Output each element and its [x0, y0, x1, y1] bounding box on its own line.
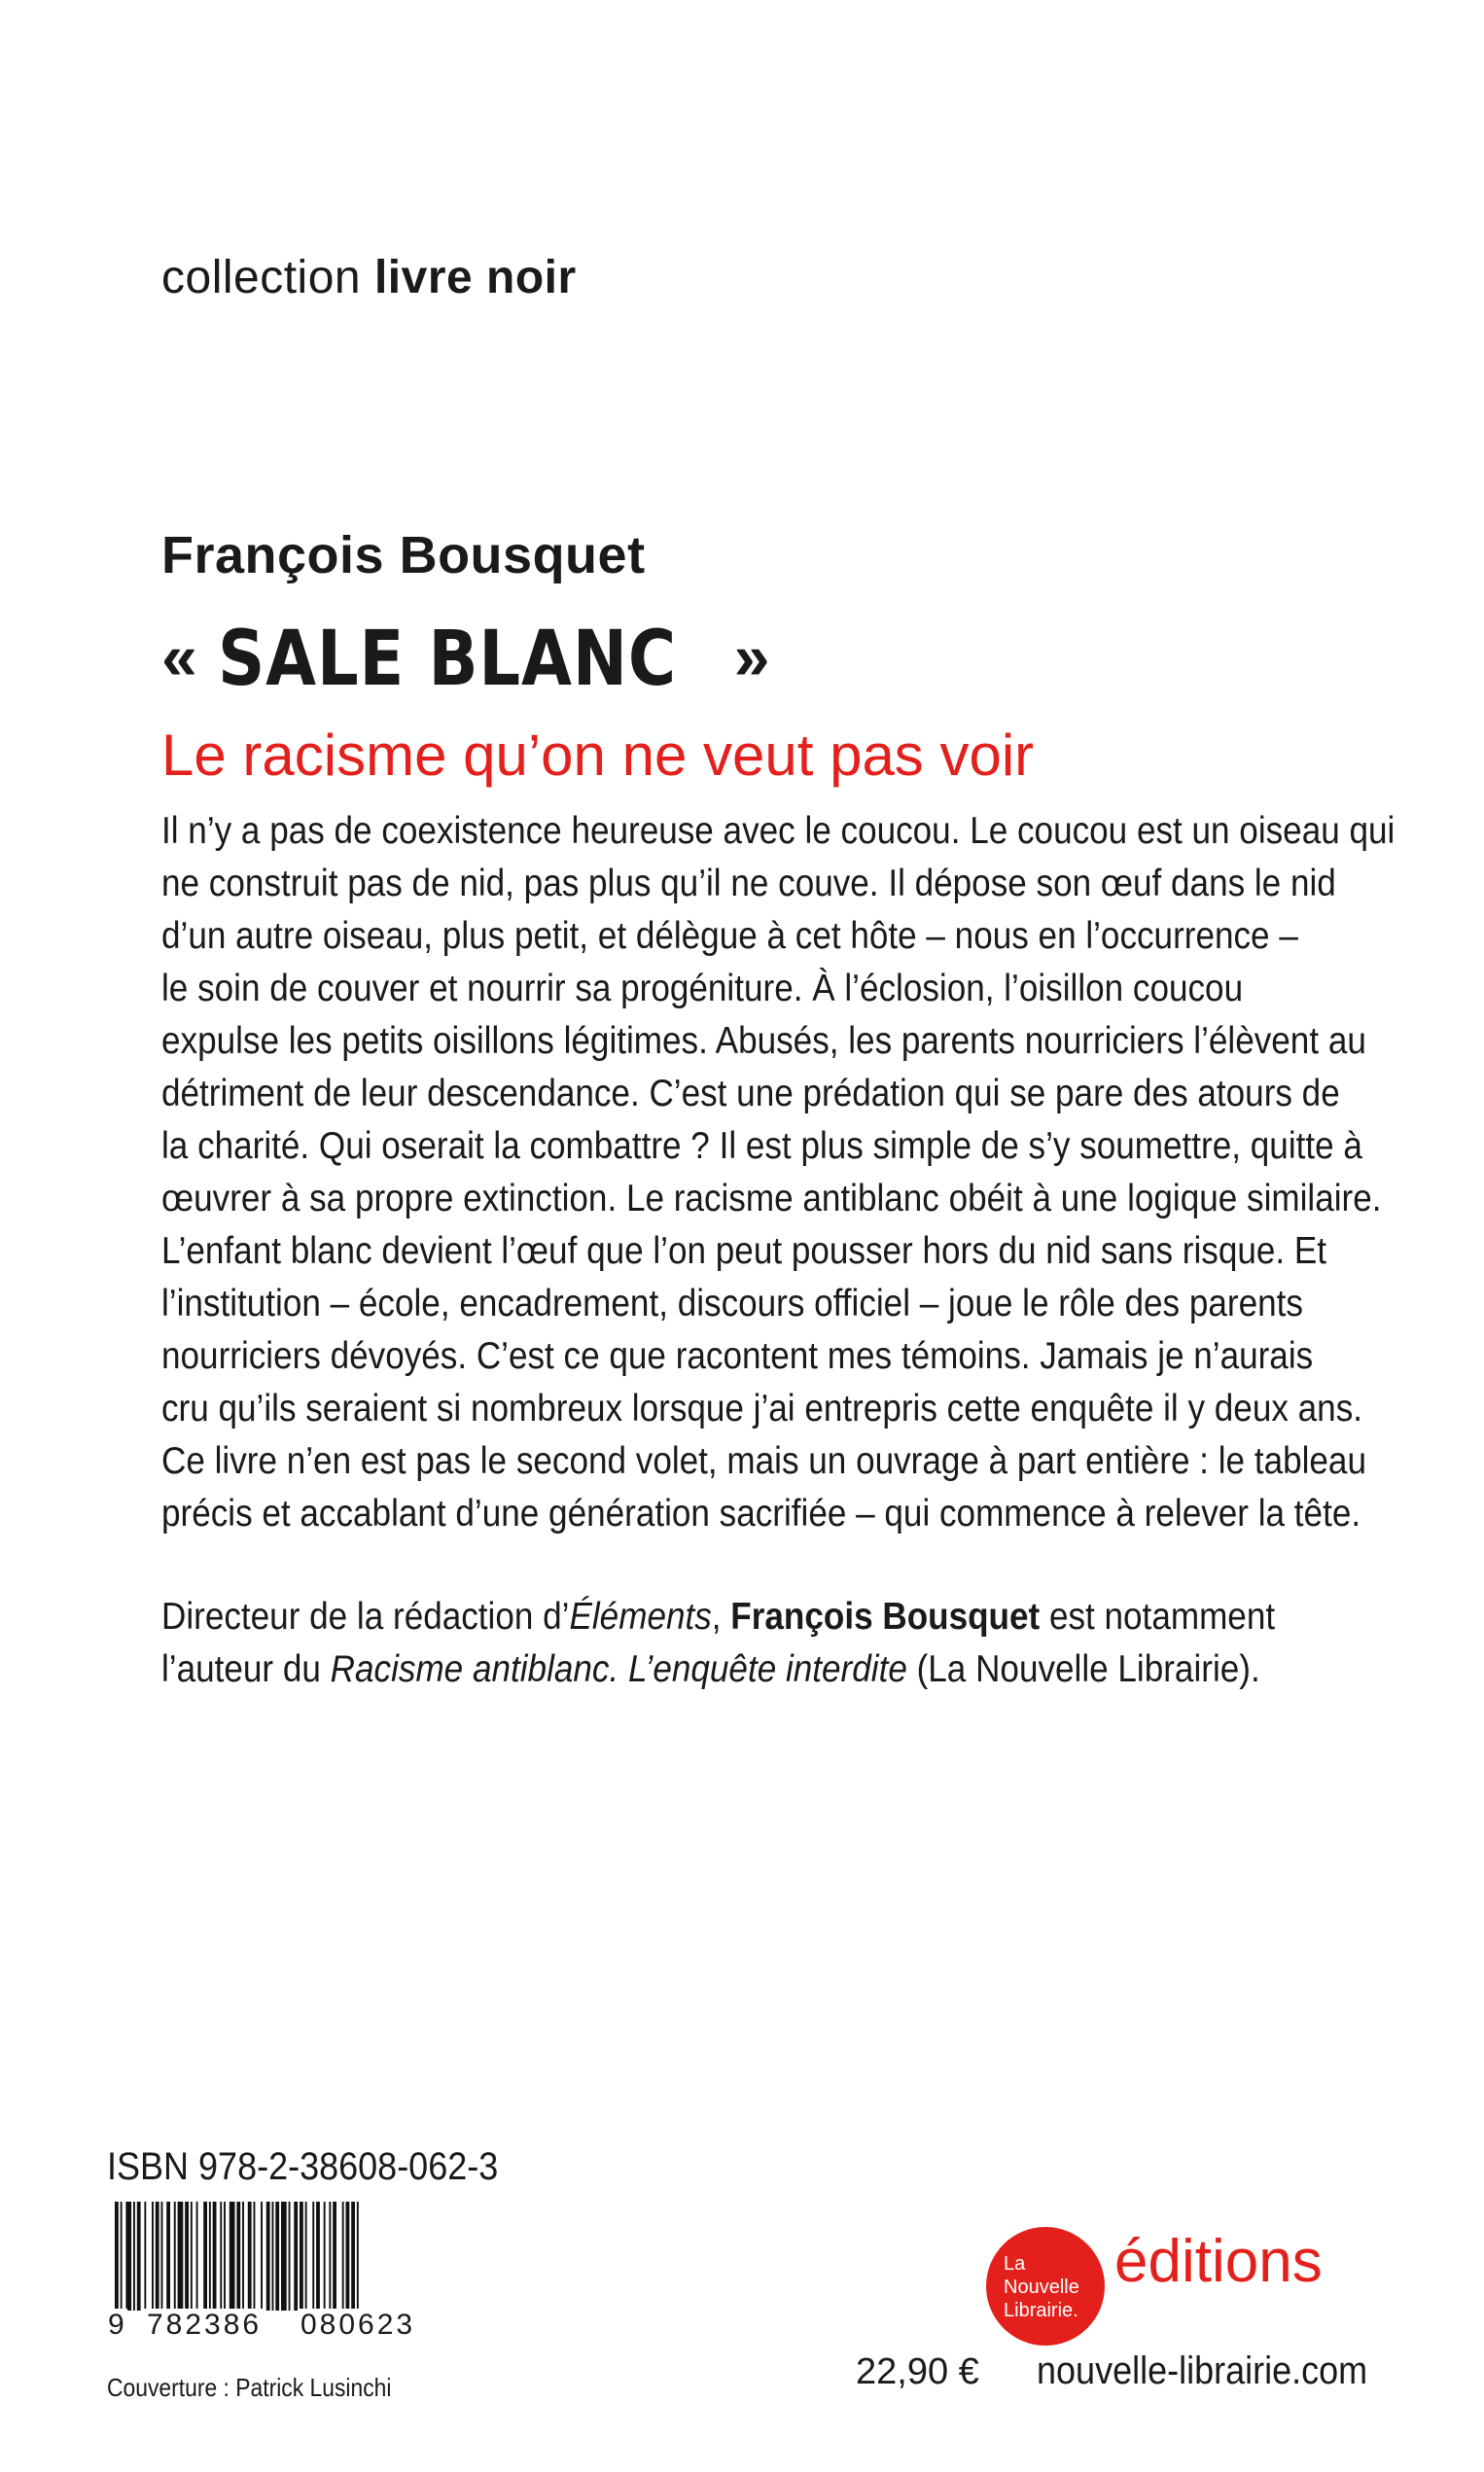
barcode-bar [316, 2202, 320, 2311]
barcode-bar [152, 2202, 154, 2311]
logo-line: La [1004, 2253, 1026, 2275]
bio-text: l’auteur du [161, 1648, 331, 1690]
barcode-bar [156, 2202, 159, 2311]
cover-credit: Couverture : Patrick Lusinchi [107, 2373, 392, 2402]
editions-label: éditions [1114, 2228, 1323, 2295]
barcode-bar [342, 2202, 344, 2311]
barcode-bar [294, 2202, 298, 2311]
bio-book-title: Racisme antiblanc. L’enquête interdite [330, 1648, 907, 1690]
author-name: François Bousquet [161, 526, 646, 584]
barcode-bar [272, 2202, 274, 2311]
book-title [161, 615, 770, 703]
blurb-line: L’enfant blanc devient l’œuf que l’on peut pousser hors du nid sans risque. Et [161, 1230, 1327, 1272]
barcode-bar [305, 2202, 307, 2311]
bio-author: François Bousquet [730, 1596, 1041, 1638]
title-main: SALE BLANC [218, 616, 678, 703]
barcode-bar [178, 2202, 184, 2311]
barcode-bar [174, 2202, 176, 2311]
blurb-line: l’institution – école, encadrement, discours officiel – joue le rôle des parents [161, 1283, 1303, 1324]
bio-text: , [711, 1596, 731, 1638]
barcode-bar [281, 2202, 287, 2311]
barcode-bar [333, 2202, 336, 2311]
blurb-paragraph [161, 805, 1396, 1540]
bio-text: Directeur de la rédaction d’ [161, 1596, 570, 1638]
barcode-bar [261, 2202, 263, 2311]
barcode-right-group: 080623 [298, 2309, 418, 2342]
barcode-bar [209, 2202, 211, 2311]
barcode-first-digit: 9 [105, 2309, 127, 2342]
barcode-bar [312, 2202, 314, 2311]
price: 22,90 € [856, 2351, 979, 2392]
barcode-bar [300, 2202, 303, 2311]
blurb-line: ne construit pas de nid, pas plus qu’il ne couve. Il dépose son œuf dans le nid [161, 863, 1336, 904]
barcode-bar [324, 2202, 326, 2311]
blurb-line: expulse les petits oisillons légitimes. Abusés, les parents nourriciers l’élèvent au [161, 1020, 1366, 1062]
barcode-bar [266, 2202, 270, 2311]
bio-line-2 [161, 1643, 1264, 1696]
barcode-bar [351, 2202, 355, 2311]
barcode-bar [144, 2202, 146, 2311]
barcode-bar [357, 2202, 359, 2311]
bio-text: est notamment [1040, 1596, 1276, 1638]
logo-line: Nouvelle [1004, 2277, 1079, 2298]
barcode-bar [224, 2202, 226, 2311]
book-subtitle: Le racisme qu’on ne veut pas voir [161, 723, 1035, 788]
publisher-logo [986, 2227, 1105, 2346]
logo-line: Librairie. [1004, 2300, 1078, 2321]
blurb-line: précis et accablant d’une génération sacrifiée – qui commence à relever la tête. [161, 1493, 1361, 1535]
collection-name: livre noir [373, 252, 577, 303]
blurb-line: Il n’y a pas de coexistence heureuse avec le coucou. Le coucou est un oiseau qui [161, 810, 1396, 852]
blurb-line: la charité. Qui oserait la combattre ? Il est plus simple de s’y soumettre, quitte à [161, 1125, 1362, 1167]
barcode-left-group: 782386 [144, 2309, 265, 2342]
bio-magazine: Éléments [569, 1596, 712, 1638]
blurb-line: nourriciers dévoyés. C’est ce que racontent mes témoins. Jamais je n’aurais [161, 1335, 1314, 1377]
barcode-bar [191, 2202, 193, 2311]
barcode-bar [185, 2202, 189, 2311]
barcode-bar [289, 2202, 291, 2311]
blurb-line: Ce livre n’en est pas le second volet, mais un ouvrage à part entière : le tableau [161, 1440, 1366, 1482]
barcode-digits [107, 2309, 447, 2351]
barcode-bar [133, 2202, 135, 2311]
author-bio [161, 1591, 1387, 1696]
barcode-bar [196, 2202, 198, 2311]
collection-label [161, 251, 577, 304]
barcode-bar [137, 2202, 141, 2311]
blurb-line: d’un autre oiseau, plus petit, et délègue à cet hôte – nous en l’occurrence – [161, 915, 1298, 957]
isbn-label: ISBN 978-2-38608-062-3 [107, 2145, 499, 2188]
bio-text: (La Nouvelle Librairie). [906, 1648, 1260, 1690]
barcode-bar [166, 2202, 170, 2311]
barcode-bar [236, 2202, 240, 2311]
barcode-bar [125, 2202, 131, 2311]
barcode-bar [230, 2202, 235, 2311]
barcode-bar [329, 2202, 331, 2311]
blurb-line: œuvrer à sa propre extinction. Le racisme antiblanc obéit à une logique similaire. [161, 1178, 1382, 1219]
barcode-bar [254, 2202, 256, 2311]
barcode-bar [213, 2202, 217, 2311]
blurb-line: cru qu’ils seraient si nombreux lorsque j’ai entrepris cette enquête il y deux ans. [161, 1388, 1362, 1430]
barcode-bar [220, 2202, 222, 2311]
title-open-quote: « [161, 620, 197, 692]
publisher-website: nouvelle-librairie.com [1037, 2349, 1368, 2392]
bio-line-1 [161, 1591, 1276, 1643]
title-close-quote: » [733, 620, 770, 692]
blurb-line: le soin de couver et nourrir sa progéniture. À l’éclosion, l’oisillon coucou [161, 968, 1244, 1009]
collection-prefix: collection [161, 252, 362, 303]
barcode-bar [161, 2202, 163, 2311]
barcode-bar [203, 2202, 207, 2311]
barcode-bar [346, 2202, 350, 2311]
barcode-bar [275, 2202, 279, 2311]
blurb-line: détriment de leur descendance. C’est une prédation qui se pare des atours de [161, 1073, 1340, 1114]
